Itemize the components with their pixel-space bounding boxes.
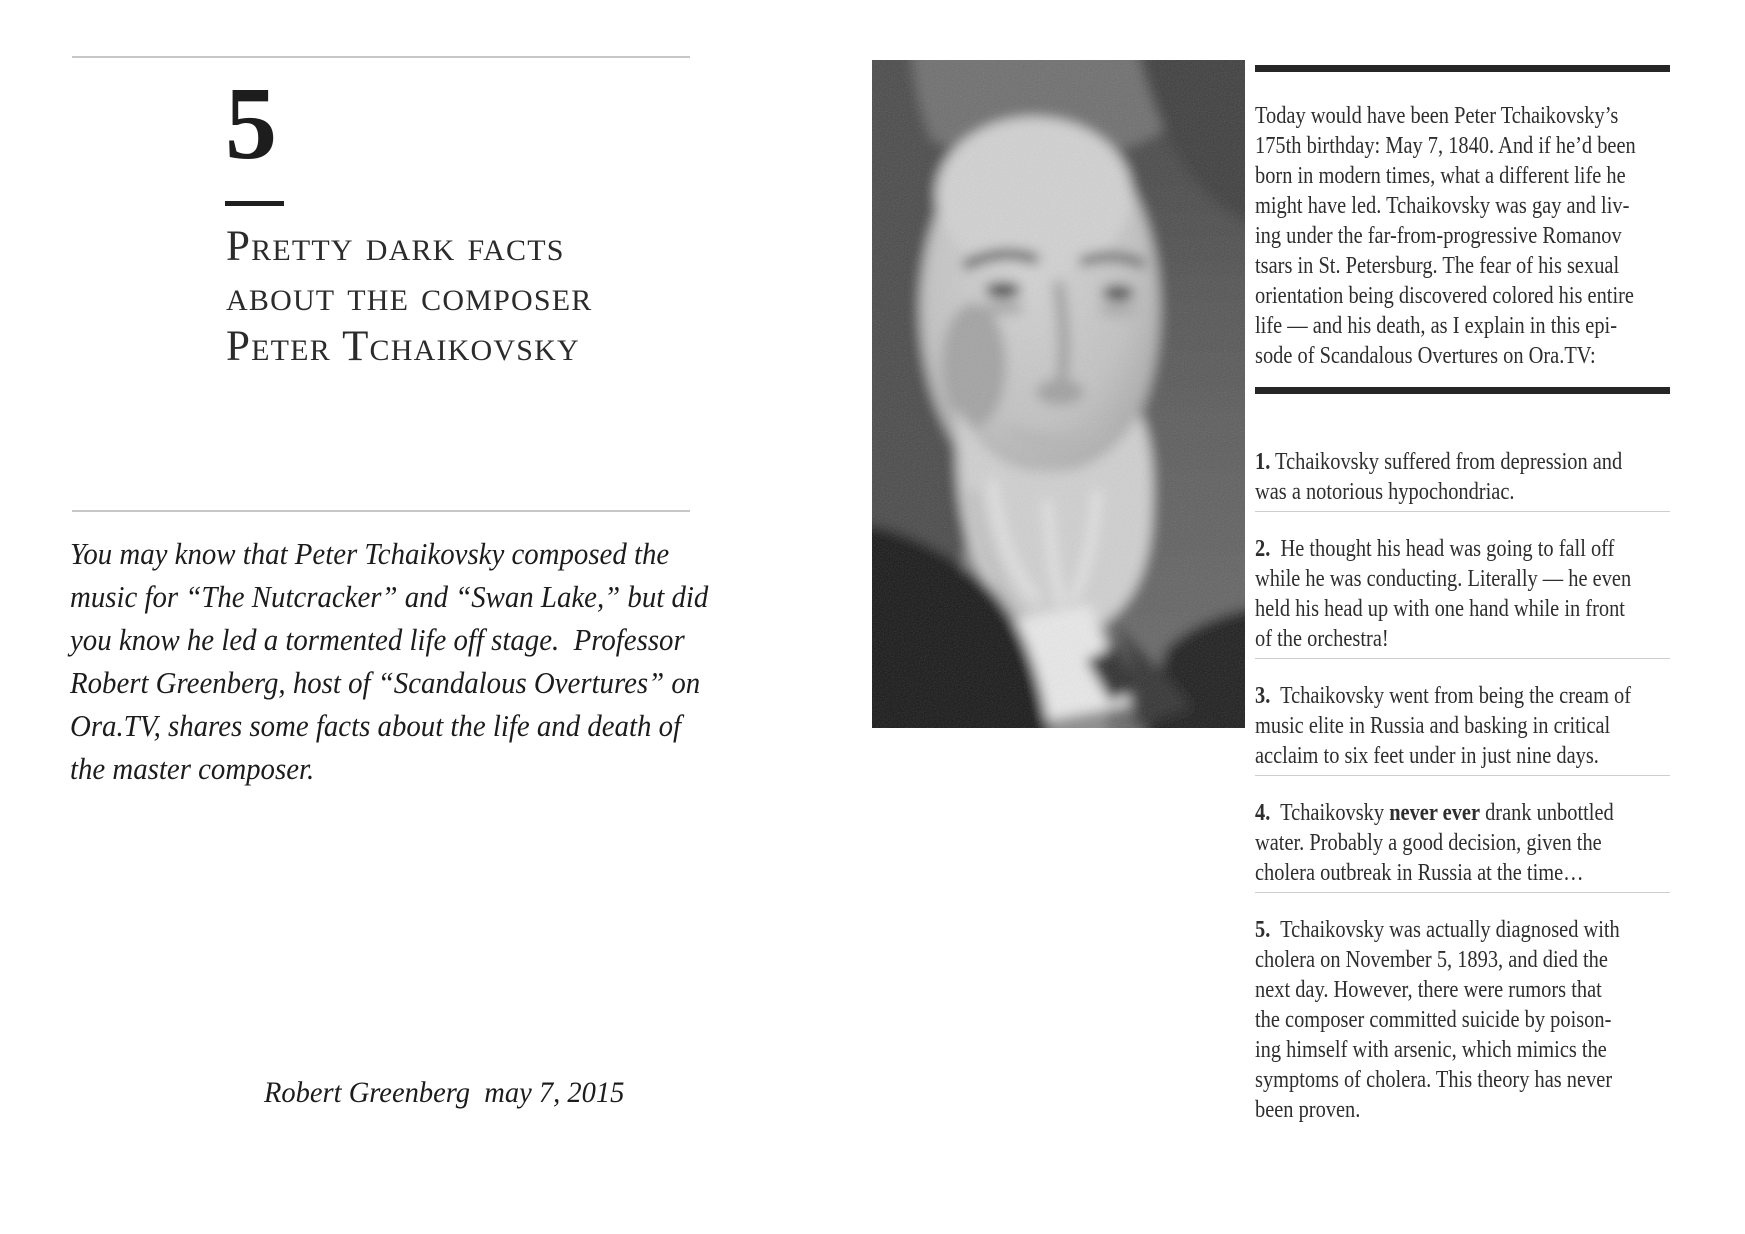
- intro-line: tsars in St. Petersburg. The fear of his sexual: [1255, 253, 1620, 279]
- fact-number: 1.: [1255, 449, 1271, 475]
- fact-line: 3. Tchaikovsky went from being the cream of: [1255, 683, 1632, 709]
- fact-line: 1. Tchaikovsky suffered from depression and: [1255, 449, 1623, 475]
- fact-line: symptoms of cholera. This theory has never: [1255, 1067, 1613, 1093]
- chapter-number: 5: [225, 66, 277, 181]
- fact-line: the composer committed suicide by poison-: [1255, 1007, 1612, 1033]
- fact-line: of the orchestra!: [1255, 626, 1389, 652]
- fact-line: while he was conducting. Literally — he even: [1255, 566, 1632, 592]
- fact-item: [1255, 798, 1685, 888]
- fact-number: 2.: [1255, 536, 1271, 562]
- intro-line: life — and his death, as I explain in this epi-: [1255, 313, 1618, 339]
- chapter-number-underline: [225, 201, 284, 206]
- bold-phrase: never ever: [1389, 800, 1480, 826]
- fact-item: [1255, 681, 1685, 771]
- fact-line: acclaim to six feet under in just nine days.: [1255, 743, 1599, 769]
- fact-item: [1255, 915, 1685, 1125]
- fact-line: 4. Tchaikovsky never ever drank unbottled: [1255, 800, 1614, 826]
- fact-separator: [1255, 511, 1670, 512]
- fact-line: was a notorious hypochondriac.: [1255, 479, 1515, 505]
- fact-line: 5. Tchaikovsky was actually diagnosed with: [1255, 917, 1620, 943]
- portrait-photo-art: [872, 60, 1245, 728]
- fact-line: next day. However, there were rumors that: [1255, 977, 1602, 1003]
- fact-separator: [1255, 658, 1670, 659]
- lede-line: Ora.TV, shares some facts about the life and death of: [70, 708, 682, 743]
- fact-number: 3.: [1255, 683, 1271, 709]
- fact-line: 2. He thought his head was going to fall off: [1255, 536, 1615, 562]
- intro-line: orientation being discovered colored his entire: [1255, 283, 1634, 309]
- fact-line: cholera on November 5, 1893, and died the: [1255, 947, 1608, 973]
- lede-line: Robert Greenberg, host of “Scandalous Overtures” on: [70, 665, 701, 700]
- lede-line: You may know that Peter Tchaikovsky composed the: [70, 536, 670, 571]
- intro-line: sode of Scandalous Overtures on Ora.TV:: [1255, 343, 1596, 369]
- fact-line: held his head up with one hand while in front: [1255, 596, 1625, 622]
- fact-line: cholera outbreak in Russia at the time…: [1255, 860, 1584, 886]
- fact-item: [1255, 447, 1685, 507]
- title-line: Pretty dark facts: [226, 223, 565, 270]
- title-line: Peter Tchaikovsky: [226, 323, 580, 370]
- byline: Robert Greenberg may 7, 2015: [264, 1076, 625, 1109]
- intro-line: Today would have been Peter Tchaikovsky’s: [1255, 103, 1619, 129]
- top-divider-rule: [72, 56, 690, 58]
- fact-line: ing himself with arsenic, which mimics the: [1255, 1037, 1607, 1063]
- right-intro-paragraph: [1255, 101, 1685, 371]
- middle-divider-rule: [72, 510, 690, 512]
- lede-line: you know he led a tormented life off stage. Professor: [70, 622, 685, 657]
- article-title: [226, 222, 592, 372]
- lede-line: the master composer.: [70, 751, 315, 786]
- tchaikovsky-portrait-photo: [872, 60, 1245, 728]
- fact-number: 4.: [1255, 800, 1271, 826]
- fact-separator: [1255, 892, 1670, 893]
- intro-line: ing under the far-from-progressive Romanov: [1255, 223, 1622, 249]
- fact-number: 5.: [1255, 917, 1271, 943]
- intro-line: born in modern times, what a different life he: [1255, 163, 1626, 189]
- fact-item: [1255, 534, 1685, 654]
- fact-line: been proven.: [1255, 1097, 1361, 1123]
- facts-column: [1255, 65, 1685, 1125]
- thick-rule-top: [1255, 65, 1670, 72]
- thick-rule-bottom: [1255, 387, 1670, 394]
- title-line: about the composer: [226, 273, 593, 320]
- intro-line: 175th birthday: May 7, 1840. And if he’d been: [1255, 133, 1636, 159]
- intro-line: might have led. Tchaikovsky was gay and liv-: [1255, 193, 1630, 219]
- facts-list: [1255, 447, 1685, 1125]
- article-lede: [70, 532, 756, 790]
- fact-line: music elite in Russia and basking in critical: [1255, 713, 1611, 739]
- lede-line: music for “The Nutcracker” and “Swan Lake,” but did: [70, 579, 709, 614]
- fact-separator: [1255, 775, 1670, 776]
- fact-line: water. Probably a good decision, given the: [1255, 830, 1602, 856]
